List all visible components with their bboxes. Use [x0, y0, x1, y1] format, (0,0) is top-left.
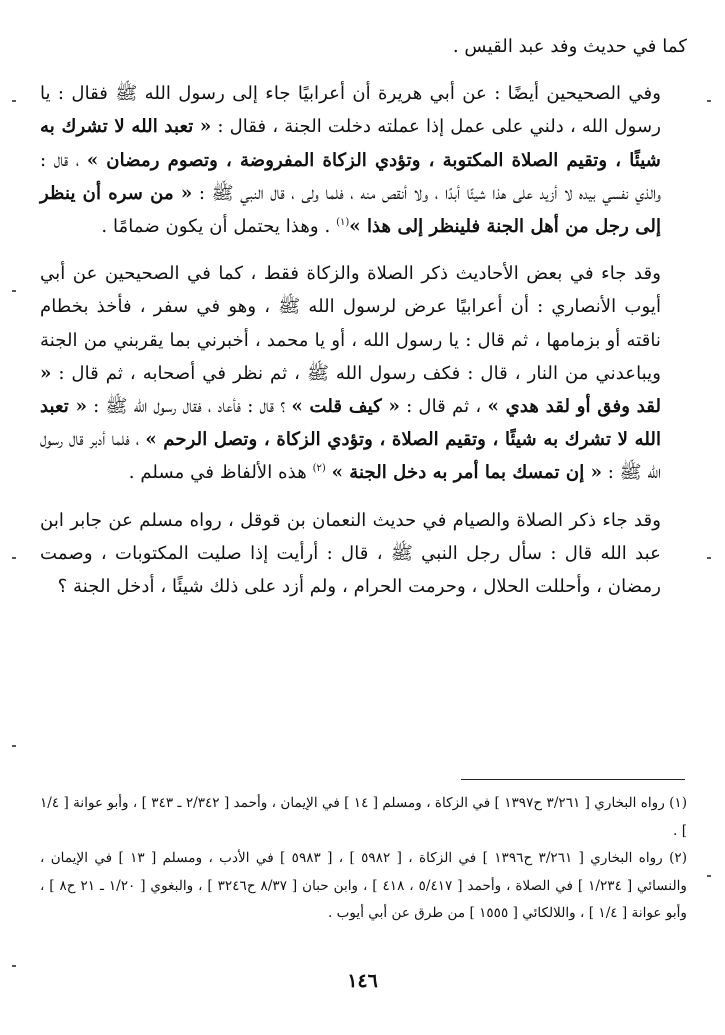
text-run: هذه الألفاظ في مسلم . — [128, 462, 313, 484]
text-run: وقد جاء ذكر الصلاة والصيام في حديث النعمان بن قوقل ، رواه مسلم عن جابر ابن عبد الله قال : سأل رجل النبي ﷺ ، قال : أرأيت إذا صليت المكتوبات ، وصمت رمضان ، وأحللت الحلال ، وحرمت الحرام ، ولم أزد على ذلك شيئًا ، أدخل الجنة ؟ — [40, 509, 661, 598]
page-number: ١٤٦ — [347, 970, 378, 992]
paragraph — [40, 504, 687, 604]
text-run: . وهذا يحتمل أن يكون ضمامًا . — [101, 216, 337, 238]
main-text — [40, 30, 687, 603]
scan-margin-mark — [12, 100, 16, 102]
scan-margin-mark — [12, 557, 16, 559]
text-run: كما في حديث وفد عبد القيس . — [452, 36, 687, 57]
scan-margin-mark — [707, 557, 711, 559]
paragraph — [40, 77, 687, 243]
footnote: (١) رواه البخاري [ ٣/٢٦١ ح١٣٩٧ ] في الزكاة ، ومسلم [ ١٤ ] في الإيمان ، وأحمد [ ٢/٣٤٢ ـ ٣٤٣ ] ، وأبو عوانة [ ١/٤ ] . — [40, 795, 688, 839]
scan-margin-mark — [12, 290, 16, 292]
scan-margin-mark — [12, 965, 16, 967]
scan-margin-mark — [707, 875, 711, 877]
paragraph — [40, 30, 687, 63]
footnotes — [40, 790, 687, 928]
scan-margin-mark — [12, 745, 16, 747]
text-run: ، قال : والذي نفسي بيده لا أزيد على هذا شيئًا أبدًا ، ولا أنقص منه ، فلما ولى ، قال النبي ﷺ : — [40, 149, 662, 204]
hadith-quote: « كيف قلت » — [291, 396, 400, 418]
footnote-ref: (٢) — [312, 463, 326, 475]
footnote: (٢) رواه البخاري [ ٣/٢٦١ ح١٣٩٦ ] في الزكاة ، [ ٥٩٨٢ ] ، [ ٥٩٨٣ ] في الأدب ، ومسلم [ ١٣ ] في الإيمان ، والنسائي [ ١/٢٣٤ ] في الصلاة ، وأحمد [ ٥/٤١٧ ، ٤١٨ ] ، وابن حبان [ ٨/٣٧ ح٣٢٤٦ ] ، والبغوي [ ١/٢٠ ـ ٢١ ح٨ ] ، وأبو عوانة [ ١/٤ ] ، واللالكائي [ ١٥٥٥ ] من طرق عن أبي أيوب . — [40, 850, 687, 921]
hadith-quote: « تعبد الله لا تشرك به شيئًا ، وتقيم الصلاة المكتوبة ، وتؤدي الزكاة المفروضة ، وتصوم رمضان » — [40, 116, 661, 171]
text-run: ، ثم قال : — [399, 396, 488, 418]
text-run: ؟ قال : فأعاد ، فقال رسول الله ﷺ : — [86, 396, 292, 418]
text-run: وفي الصحيحين أيضًا : عن أبي هريرة أن أعرابيًا جاء إلى رسول الله ﷺ فقال : يا رسول الله ، دلني على عمل إذا عملته دخلت الجنة ، فقال : — [40, 83, 661, 138]
scan-margin-mark — [707, 100, 711, 102]
text-run: وقد جاء في بعض الأحاديث ذكر الصلاة والزكاة فقط ، كما في الصحيحين عن أبي أيوب الأنصاري : أن أعرابيًا عرض لرسول الله ﷺ ، وهو في سفر ، فأخذ بخطام ناقته أو بزمامها ، ثم قال : يا رسول الله ، أو يا محمد ، أخبرني بما يقربني من الجنة ويباعدني من النار ، قال : فكف رسول الله ﷺ ، ثم نظر في أصحابه ، ثم قال : — [40, 263, 661, 384]
hadith-quote: « تعبد الله لا تشرك به شيئًا ، وتقيم الصلاة ، وتؤدي الزكاة ، وتصل الرحم » — [40, 396, 662, 451]
footnote-ref: (١) — [336, 216, 350, 228]
hadith-quote: « من سره أن ينظر إلى رجل من أهل الجنة فلينظر إلى هذا » — [40, 182, 661, 238]
text-run: ، فلما أدبر قال رسول الله ﷺ : — [40, 429, 661, 484]
hadith-quote: « لقد وفق أو لقد هدي » — [40, 362, 662, 418]
footnote-separator — [461, 779, 685, 780]
hadith-quote: « إن تمسك بما أمر به دخل الجنة » — [331, 462, 602, 484]
paragraph — [40, 257, 687, 489]
